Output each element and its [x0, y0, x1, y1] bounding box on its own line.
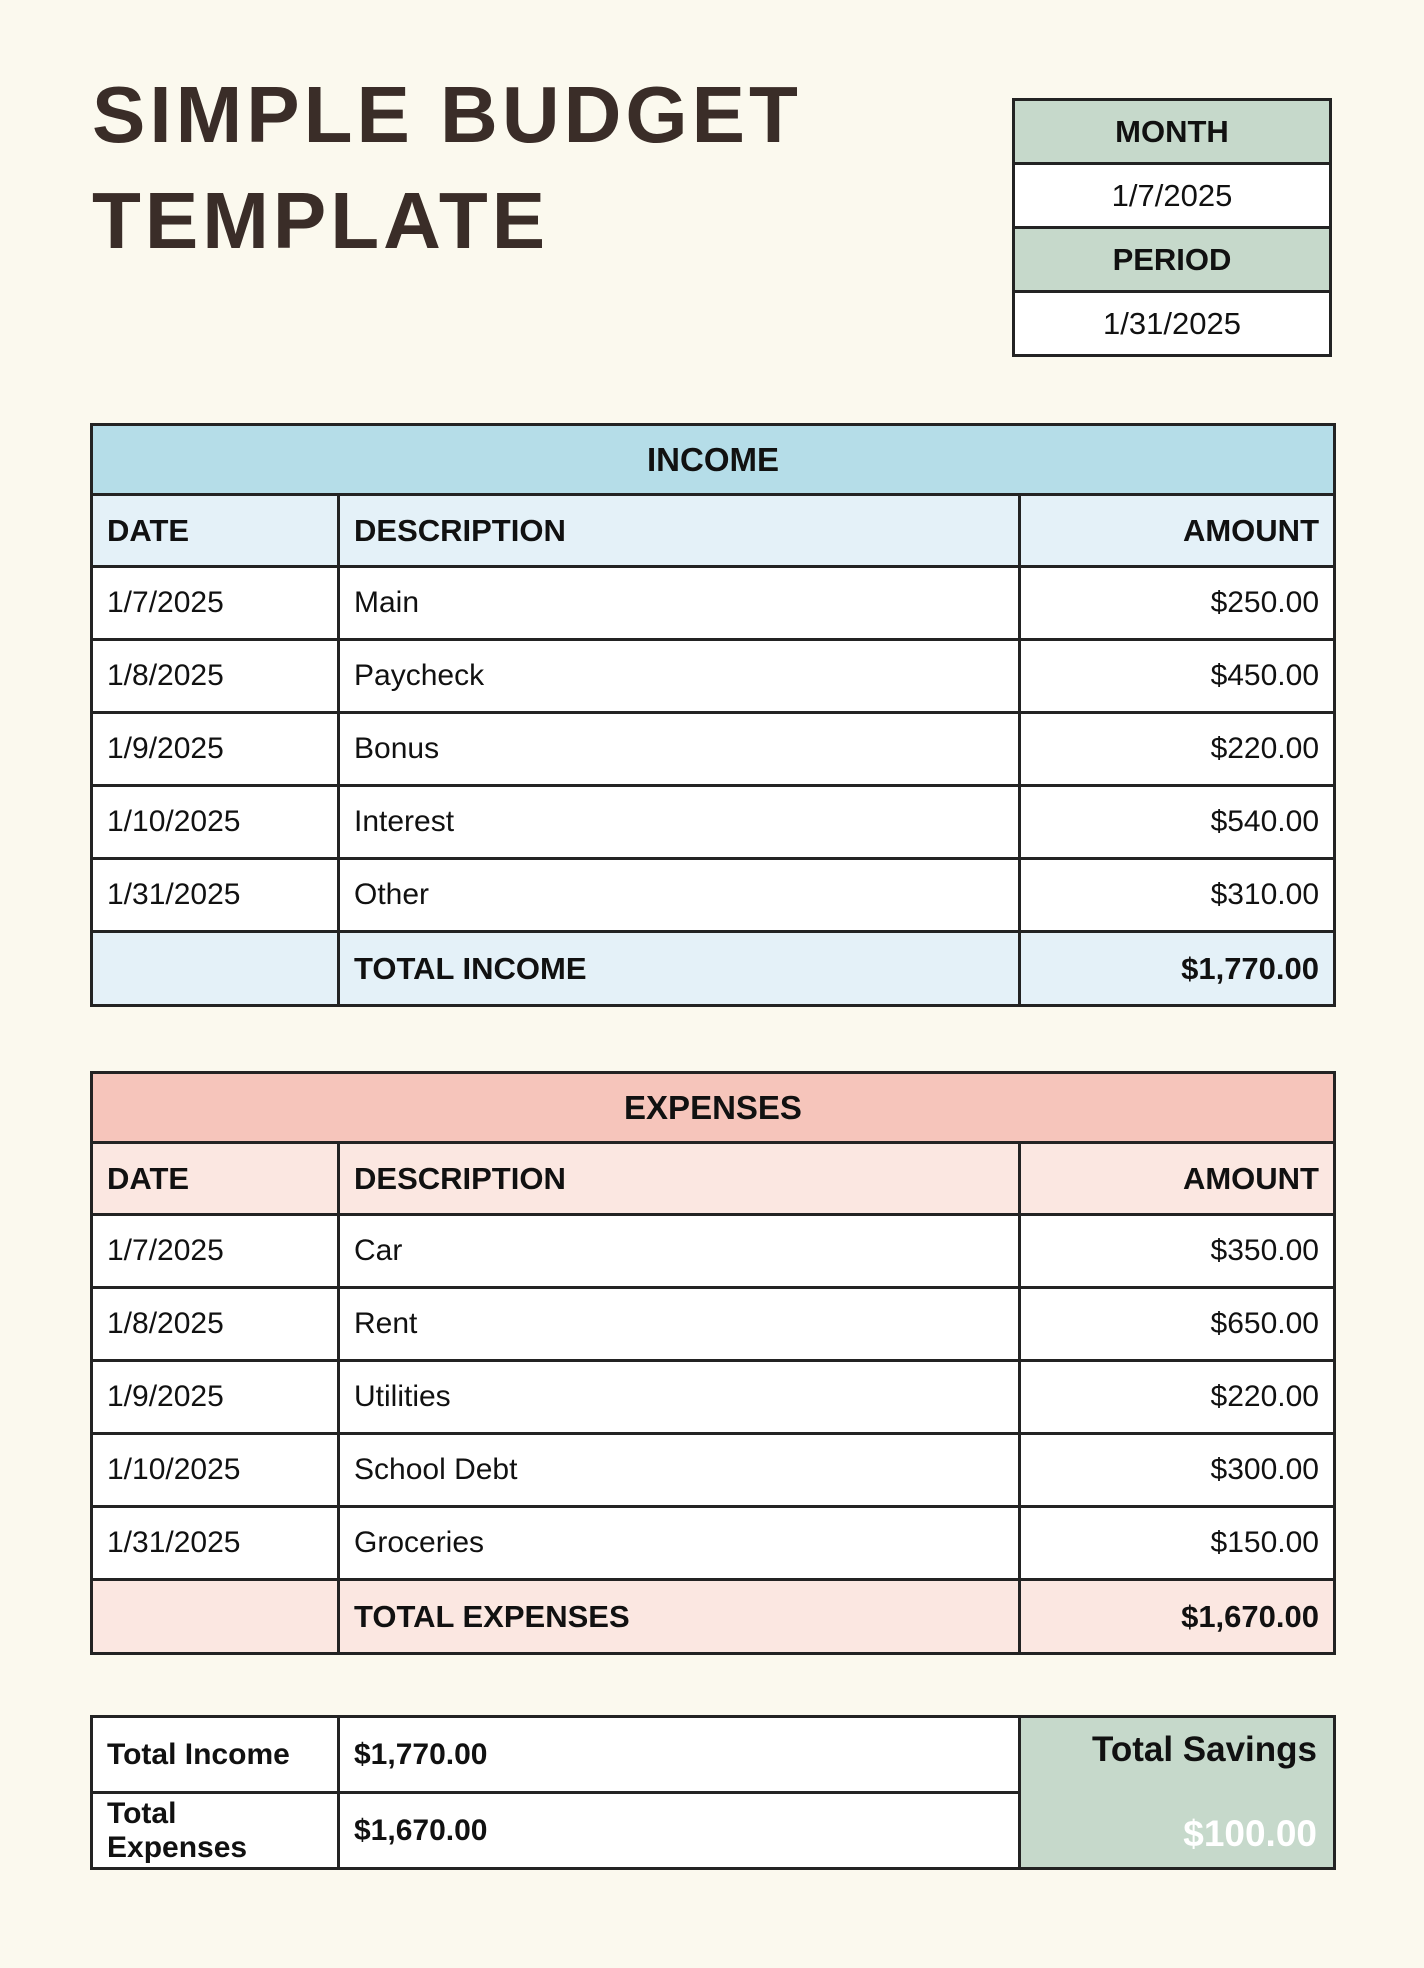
summary-income-label: Total Income: [92, 1717, 339, 1793]
description-cell: Bonus: [339, 713, 1020, 786]
table-row: [92, 495, 1335, 567]
table-row: [92, 1434, 1335, 1507]
date-cell: 1/9/2025: [92, 713, 339, 786]
expenses-total-value: $1,670.00: [1020, 1580, 1335, 1654]
amount-cell: $300.00: [1020, 1434, 1335, 1507]
date-cell: 1/9/2025: [92, 1361, 339, 1434]
amount-cell: $310.00: [1020, 859, 1335, 932]
table-row: [92, 786, 1335, 859]
amount-cell: $220.00: [1020, 713, 1335, 786]
amount-cell: $220.00: [1020, 1361, 1335, 1434]
table-row: [92, 1717, 1335, 1793]
income-total-value: $1,770.00: [1020, 932, 1335, 1006]
table-row: [92, 932, 1335, 1006]
description-cell: Interest: [339, 786, 1020, 859]
description-cell: Groceries: [339, 1507, 1020, 1580]
summary-expenses-value: $1,670.00: [339, 1793, 1020, 1869]
page-title-line2: TEMPLATE: [92, 175, 550, 265]
amount-cell: $350.00: [1020, 1215, 1335, 1288]
empty-cell: [92, 932, 339, 1006]
table-row: [92, 567, 1335, 640]
description-cell: Other: [339, 859, 1020, 932]
month-value-cell: 1/7/2025: [1014, 164, 1331, 228]
summary-income-value: $1,770.00: [339, 1717, 1020, 1793]
month-label-cell: MONTH: [1014, 100, 1331, 164]
period-label-cell: PERIOD: [1014, 228, 1331, 292]
expenses-column-header-description: DESCRIPTION: [339, 1143, 1020, 1215]
expenses-title: EXPENSES: [92, 1073, 1335, 1143]
income-column-header-date: DATE: [92, 495, 339, 567]
expenses-table: [90, 1071, 1336, 1655]
expenses-column-header-amount: AMOUNT: [1020, 1143, 1335, 1215]
date-cell: 1/8/2025: [92, 1288, 339, 1361]
date-cell: 1/31/2025: [92, 859, 339, 932]
summary-table: [90, 1715, 1336, 1870]
empty-cell: [92, 1580, 339, 1654]
total-savings-label: Total Savings: [1092, 1730, 1317, 1769]
table-row: [92, 1073, 1335, 1143]
date-cell: 1/7/2025: [92, 1215, 339, 1288]
description-cell: Utilities: [339, 1361, 1020, 1434]
page-title-line1: SIMPLE BUDGET: [92, 70, 802, 159]
income-column-header-amount: AMOUNT: [1020, 495, 1335, 567]
table-row: [1014, 228, 1331, 292]
total-savings-value: $100.00: [1183, 1813, 1317, 1854]
table-row: [1014, 100, 1331, 164]
table-row: [1014, 164, 1331, 228]
income-column-header-description: DESCRIPTION: [339, 495, 1020, 567]
table-row: [92, 425, 1335, 495]
date-cell: 1/10/2025: [92, 1434, 339, 1507]
month-period-table: [1012, 98, 1332, 357]
income-total-label: TOTAL INCOME: [339, 932, 1020, 1006]
table-row: [92, 1580, 1335, 1654]
income-table: [90, 423, 1336, 1007]
table-row: [92, 1143, 1335, 1215]
description-cell: Rent: [339, 1288, 1020, 1361]
amount-cell: $250.00: [1020, 567, 1335, 640]
description-cell: Main: [339, 567, 1020, 640]
date-cell: 1/7/2025: [92, 567, 339, 640]
table-row: [92, 859, 1335, 932]
income-title: INCOME: [92, 425, 1335, 495]
table-row: [92, 1288, 1335, 1361]
table-row: [1014, 292, 1331, 356]
table-row: [92, 1507, 1335, 1580]
date-cell: 1/10/2025: [92, 786, 339, 859]
table-row: [92, 713, 1335, 786]
description-cell: Car: [339, 1215, 1020, 1288]
amount-cell: $450.00: [1020, 640, 1335, 713]
page-title: [92, 62, 812, 273]
expenses-total-label: TOTAL EXPENSES: [339, 1580, 1020, 1654]
date-cell: 1/31/2025: [92, 1507, 339, 1580]
expenses-column-header-date: DATE: [92, 1143, 339, 1215]
date-cell: 1/8/2025: [92, 640, 339, 713]
table-row: [92, 1361, 1335, 1434]
amount-cell: $150.00: [1020, 1507, 1335, 1580]
table-row: [92, 1215, 1335, 1288]
amount-cell: $540.00: [1020, 786, 1335, 859]
amount-cell: $650.00: [1020, 1288, 1335, 1361]
table-row: [92, 640, 1335, 713]
description-cell: School Debt: [339, 1434, 1020, 1507]
total-savings-panel: [1020, 1717, 1335, 1869]
summary-expenses-label: Total Expenses: [92, 1793, 339, 1869]
description-cell: Paycheck: [339, 640, 1020, 713]
period-value-cell: 1/31/2025: [1014, 292, 1331, 356]
